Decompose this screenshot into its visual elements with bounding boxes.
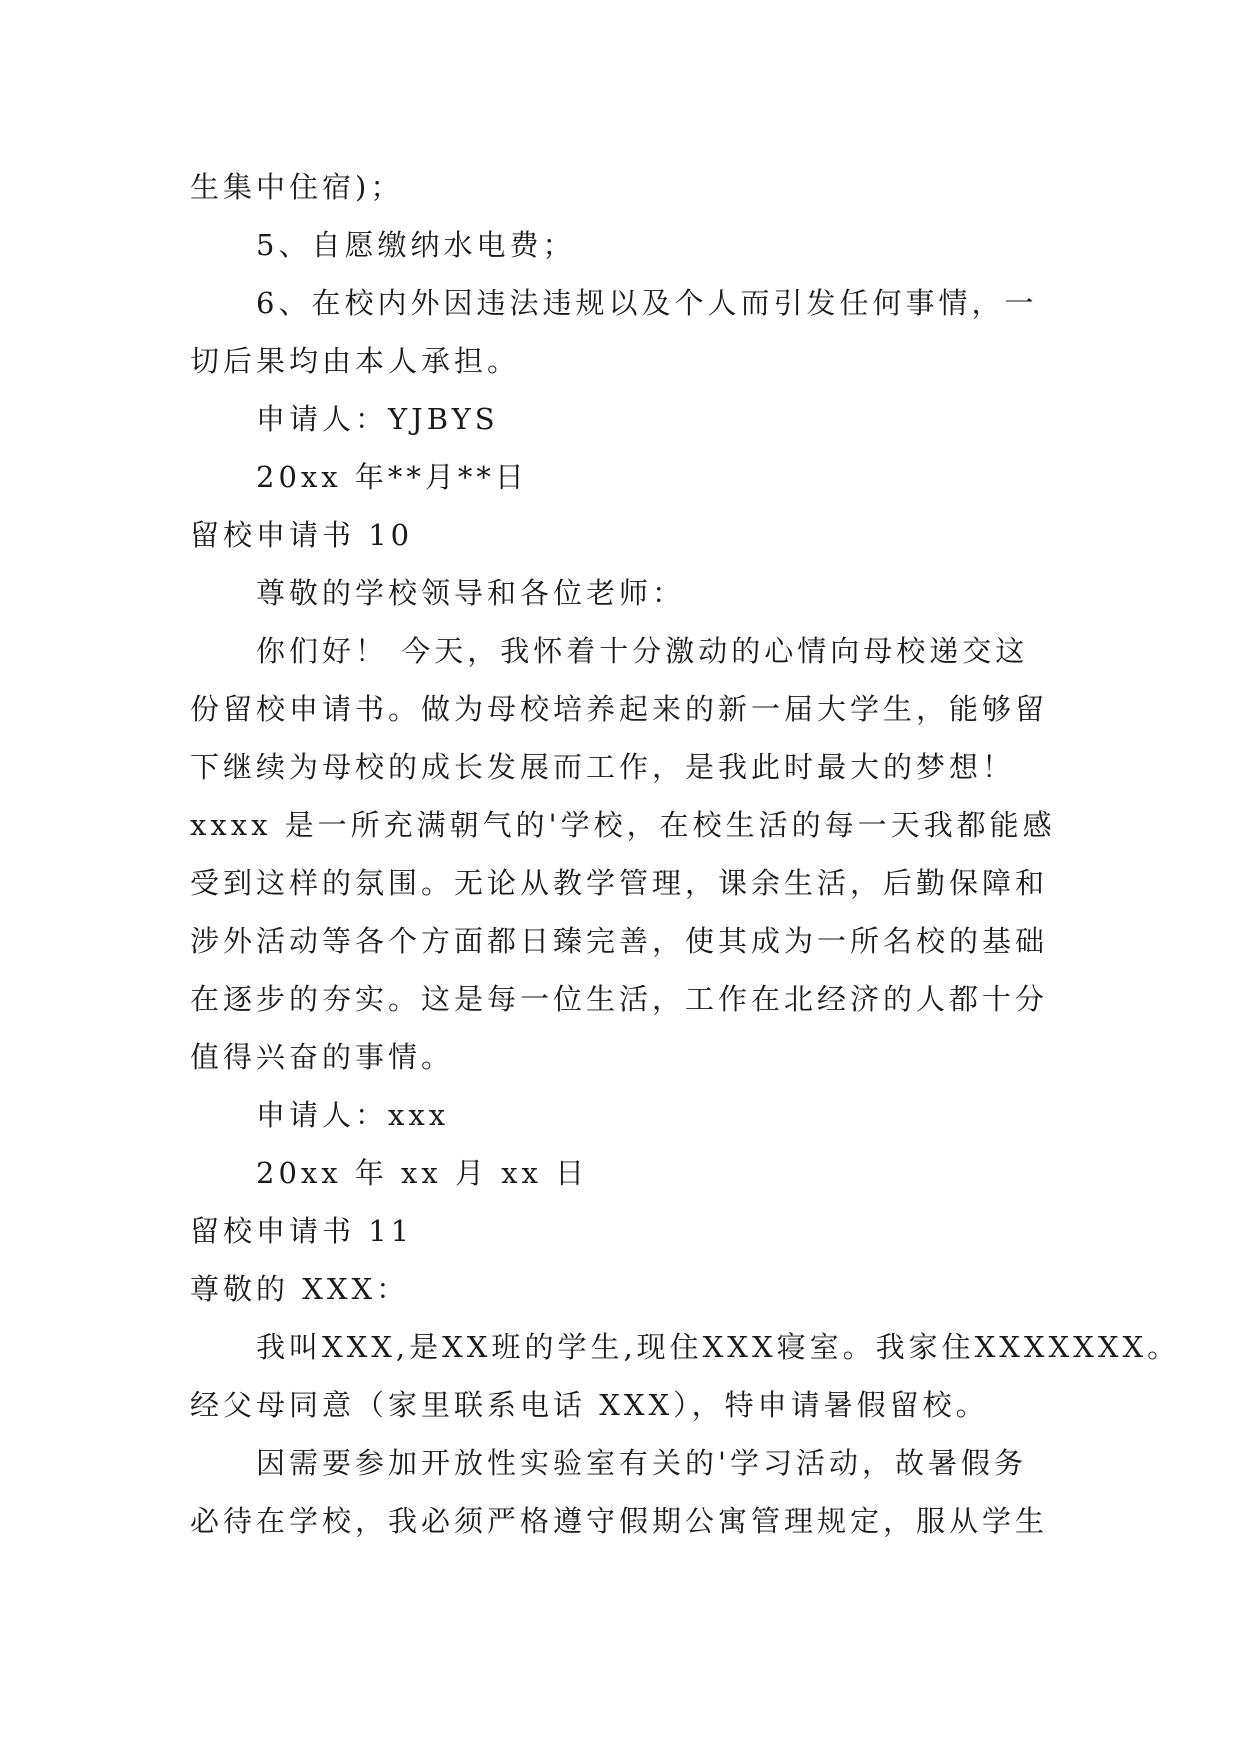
text-line: 你们好！ 今天，我怀着十分激动的心情向母校递交这 xyxy=(256,634,1029,668)
text-line: 5、自愿缴纳水电费； xyxy=(256,228,576,262)
text-line: 生集中住宿)； xyxy=(190,170,404,204)
text-line: 6、在校内外因违法违规以及个人而引发任何事情，一 xyxy=(256,286,1038,320)
text-line: 下继续为母校的成长发展而工作，是我此时最大的梦想！ xyxy=(190,750,1016,784)
text-line: 受到这样的氛围。无论从教学管理，课余生活，后勤保障和 xyxy=(190,866,1049,900)
salutation: 尊敬的学校领导和各位老师： xyxy=(256,576,686,610)
text-line: 值得兴奋的事情。 xyxy=(190,1040,455,1074)
text-line: 经父母同意（家里联系电话 XXX），特申请暑假留校。 xyxy=(190,1388,989,1422)
text-line: 因需要参加开放性实验室有关的'学习活动，故暑假务 xyxy=(256,1446,1027,1480)
text-line: 我叫XXX,是XX班的学生,现住XXX寝室。我家住XXXXXXX。 xyxy=(256,1330,1181,1364)
text-line: 必待在学校，我必须严格遵守假期公寓管理规定，服从学生 xyxy=(190,1504,1049,1538)
salutation: 尊敬的 XXX： xyxy=(190,1272,410,1306)
text-line: 在逐步的夯实。这是每一位生活，工作在北经济的人都十分 xyxy=(190,982,1049,1016)
document-page xyxy=(190,158,1181,1550)
date-line: 20xx 年**月**日 xyxy=(256,460,528,494)
text-line: 份留校申请书。做为母校培养起来的新一届大学生，能够留 xyxy=(190,692,1049,726)
text-line: 切后果均由本人承担。 xyxy=(190,344,521,378)
text-line: 涉外活动等各个方面都日臻完善，使其成为一所名校的基础 xyxy=(190,924,1049,958)
signature-line: 申请人：xxx xyxy=(256,1098,450,1132)
section-heading: 留校申请书 11 xyxy=(190,1214,414,1248)
text-line: xxxx 是一所充满朝气的'学校，在校生活的每一天我都能感 xyxy=(190,808,1056,842)
section-heading: 留校申请书 10 xyxy=(190,518,414,552)
date-line: 20xx 年 xx 月 xx 日 xyxy=(256,1156,589,1190)
signature-line: 申请人：YJBYS xyxy=(256,402,499,436)
